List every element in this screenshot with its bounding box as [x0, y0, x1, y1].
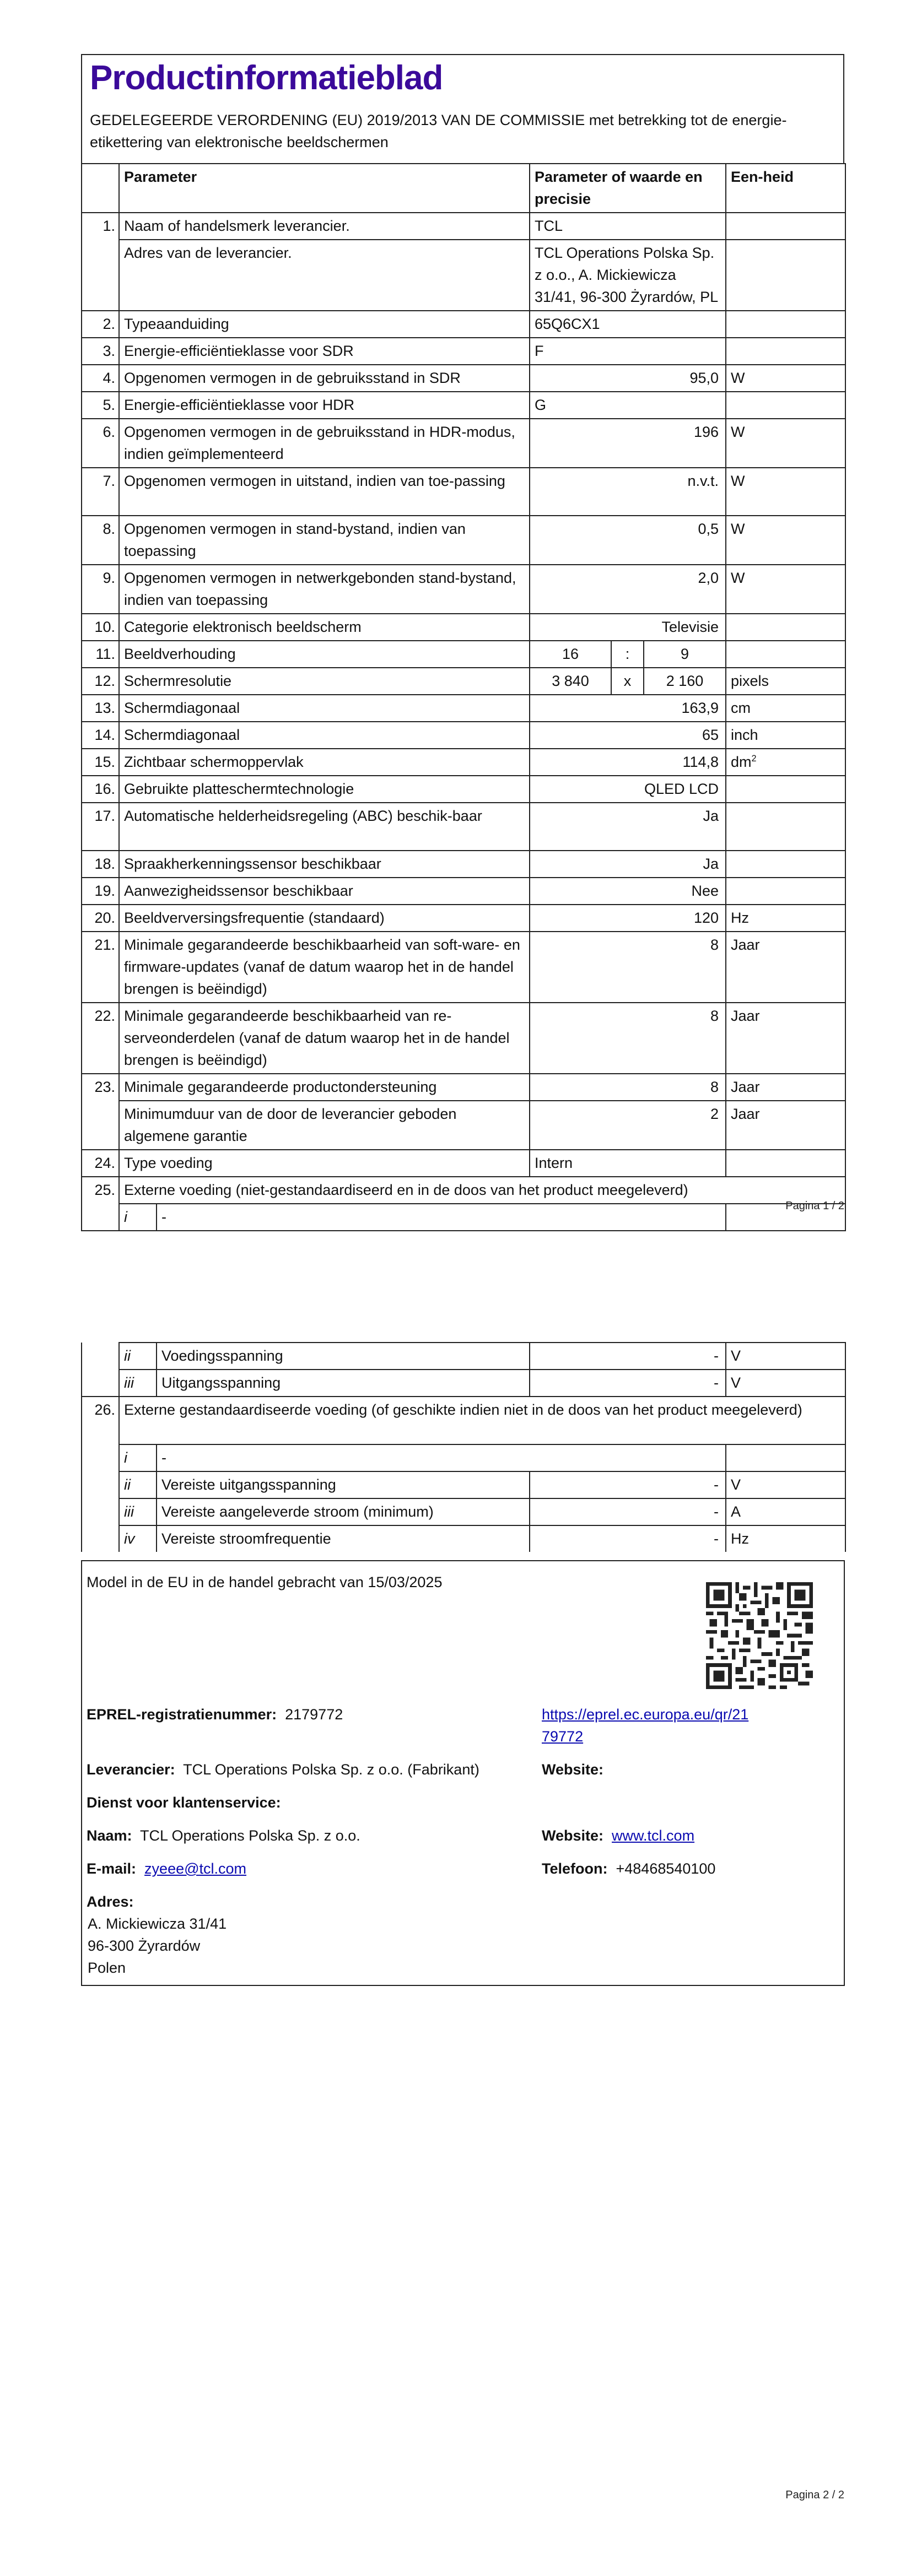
- supplier-line: [87, 1758, 479, 1781]
- row-number: 11.: [82, 641, 119, 668]
- row-number: 21.: [82, 932, 119, 1003]
- unit-superscript: 2: [751, 754, 757, 764]
- row-number: [82, 1101, 119, 1150]
- table-row: [82, 1101, 845, 1150]
- row-value: 2,0: [530, 565, 726, 614]
- row-number: 16.: [82, 776, 119, 803]
- row-number: 14.: [82, 722, 119, 749]
- table-row: [82, 749, 845, 776]
- row-parameter: Zichtbaar schermoppervlak: [119, 749, 530, 776]
- resolution-separator: x: [611, 668, 644, 695]
- table-row: [82, 213, 845, 240]
- row-value: Ja: [530, 803, 726, 851]
- aspect-height: 9: [644, 641, 726, 668]
- regulation-subtitle: GEDELEGEERDE VERORDENING (EU) 2019/2013 VAN DE COMMISSIE met betrekking tot de energie-etikettering van elektronische beeldschermen: [90, 112, 787, 150]
- row-unit: [726, 851, 845, 878]
- row-parameter: Opgenomen vermogen in stand-bystand, indien van toepassing: [119, 516, 530, 565]
- table-row: [82, 311, 845, 338]
- table-subrow: [82, 1471, 845, 1498]
- row-number-empty: [82, 1370, 119, 1397]
- row-unit: W: [726, 468, 845, 516]
- row-value: 0,5: [530, 516, 726, 565]
- sub-value: -: [530, 1498, 726, 1525]
- row-unit: cm: [726, 695, 845, 722]
- row-value: Nee: [530, 878, 726, 905]
- row-value: Televisie: [530, 614, 726, 641]
- sub-index: ii: [119, 1343, 157, 1370]
- row-number: 18.: [82, 851, 119, 878]
- row-number: 17.: [82, 803, 119, 851]
- row-unit: [726, 614, 845, 641]
- table-row: [82, 1003, 845, 1074]
- row-value: 65Q6CX1: [530, 311, 726, 338]
- row-unit: W: [726, 565, 845, 614]
- table-row: [82, 776, 845, 803]
- row-parameter: Gebruikte platteschermtechnologie: [119, 776, 530, 803]
- table-row: [82, 614, 845, 641]
- address-line-3: Polen: [88, 1960, 126, 1976]
- row-value: F: [530, 338, 726, 365]
- table-subrow: [82, 1343, 845, 1370]
- sub-text: Voedingsspanning: [157, 1343, 530, 1370]
- row-unit: inch: [726, 722, 845, 749]
- cs-email-line: [87, 1858, 246, 1880]
- table-row: [82, 641, 845, 668]
- row-number-empty: [82, 1471, 119, 1498]
- row-parameter: Type voeding: [119, 1150, 530, 1177]
- row-value: QLED LCD: [530, 776, 726, 803]
- table-row: [82, 851, 845, 878]
- market-date-text: Model in de EU in de handel gebracht van 15/03/2025: [87, 1574, 443, 1590]
- row-number: 7.: [82, 468, 119, 516]
- row-parameter: Naam of handelsmerk leverancier.: [119, 213, 530, 240]
- sub-index: i: [119, 1204, 157, 1231]
- row-number-empty: [82, 1498, 119, 1525]
- row-number: 4.: [82, 365, 119, 392]
- row-parameter: Opgenomen vermogen in uitstand, indien van toe-passing: [119, 468, 530, 516]
- row-unit: Jaar: [726, 1003, 845, 1074]
- sub-value: -: [530, 1343, 726, 1370]
- sub-index: iii: [119, 1498, 157, 1525]
- row-parameter: Adres van de leverancier.: [119, 240, 530, 311]
- header-num-cell: [82, 164, 119, 213]
- row-parameter: Automatische helderheidsregeling (ABC) beschik-baar: [119, 803, 530, 851]
- row-parameter: Schermresolutie: [119, 668, 530, 695]
- row-number: 9.: [82, 565, 119, 614]
- table-row: [82, 1074, 845, 1101]
- name-value: TCL Operations Polska Sp. z o.o.: [140, 1827, 360, 1844]
- row-value: TCL: [530, 213, 726, 240]
- phone-label: Telefoon:: [542, 1860, 608, 1877]
- page1-header-box: [81, 54, 844, 163]
- row-unit: [726, 240, 845, 311]
- eprel-link[interactable]: [542, 1703, 748, 1747]
- row-unit: [726, 1150, 845, 1177]
- row-unit: Jaar: [726, 1074, 845, 1101]
- row-number: 3.: [82, 338, 119, 365]
- aspect-width: 16: [530, 641, 611, 668]
- row-value: 95,0: [530, 365, 726, 392]
- row-number: 20.: [82, 905, 119, 932]
- row-unit: [726, 338, 845, 365]
- table-subrow: [82, 1204, 845, 1231]
- cs-website-link[interactable]: www.tcl.com: [612, 1827, 695, 1844]
- row-parameter: Minimale gegarandeerde beschikbaarheid van re-serveonderdelen (vanaf de datum waarop het in de handel brengen is beëindigd): [119, 1003, 530, 1074]
- product-info-table-continued: [81, 1342, 846, 1552]
- sub-unit: A: [726, 1498, 845, 1525]
- sub-text: Vereiste uitgangsspanning: [157, 1471, 530, 1498]
- row-unit: W: [726, 419, 845, 468]
- customer-service-heading: Dienst voor klantenservice:: [87, 1794, 281, 1811]
- header-value: Parameter of waarde en precisie: [530, 164, 726, 213]
- row-number: 15.: [82, 749, 119, 776]
- address-line-2: 96-300 Żyrardów: [88, 1938, 201, 1954]
- table-row: [82, 338, 845, 365]
- table-subrow: [82, 1498, 845, 1525]
- eprel-info-box: [81, 1560, 845, 1986]
- row-parameter: Minimale gegarandeerde productondersteuning: [119, 1074, 530, 1101]
- row-value: Intern: [530, 1150, 726, 1177]
- qr-code-icon[interactable]: [706, 1582, 813, 1689]
- row-value: 120: [530, 905, 726, 932]
- page-title: Productinformatieblad: [90, 59, 443, 97]
- sub-index: iii: [119, 1370, 157, 1397]
- sub-unit: V: [726, 1343, 845, 1370]
- supplier-label: Leverancier:: [87, 1761, 175, 1778]
- row-unit: [726, 749, 845, 776]
- row-unit: [726, 641, 845, 668]
- resolution-width: 3 840: [530, 668, 611, 695]
- table-row: [82, 668, 845, 695]
- cs-phone-line: [542, 1858, 715, 1880]
- table-row: [82, 803, 845, 851]
- table-row: [82, 419, 845, 468]
- row-parameter: Beeldverversingsfrequentie (standaard): [119, 905, 530, 932]
- cs-name-line: [87, 1825, 360, 1847]
- email-label: E-mail:: [87, 1860, 137, 1877]
- row-parameter: Opgenomen vermogen in de gebruiksstand in HDR-modus, indien geïmplementeerd: [119, 419, 530, 468]
- row-unit: W: [726, 365, 845, 392]
- row-number: 26.: [82, 1397, 119, 1444]
- row-number: 6.: [82, 419, 119, 468]
- row-parameter: Typeaanduiding: [119, 311, 530, 338]
- sub-text: -: [157, 1444, 726, 1471]
- table-row: [82, 392, 845, 419]
- row-number: 19.: [82, 878, 119, 905]
- sub-unit: V: [726, 1370, 845, 1397]
- phone-value: +48468540100: [616, 1860, 716, 1877]
- row-number-empty: [82, 1343, 119, 1370]
- sub-index: iv: [119, 1525, 157, 1552]
- table-row: [82, 1397, 845, 1444]
- row-parameter: Energie-efficiëntieklasse voor SDR: [119, 338, 530, 365]
- row-unit: Jaar: [726, 932, 845, 1003]
- sub-text: Vereiste aangeleverde stroom (minimum): [157, 1498, 530, 1525]
- row-value: Ja: [530, 851, 726, 878]
- sub-text: Uitgangsspanning: [157, 1370, 530, 1397]
- row-number: 5.: [82, 392, 119, 419]
- sub-index: ii: [119, 1471, 157, 1498]
- cs-website-line: [542, 1825, 694, 1847]
- row-number: 25.: [82, 1177, 119, 1204]
- row-number: 2.: [82, 311, 119, 338]
- page-number: Pagina 1 / 2: [785, 1200, 844, 1212]
- row-section-heading: Externe gestandaardiseerde voeding (of geschikte indien niet in de doos van het product meegeleverd): [119, 1397, 845, 1444]
- row-value: 8: [530, 1003, 726, 1074]
- table-row: [82, 1150, 845, 1177]
- row-parameter: Opgenomen vermogen in de gebruiksstand in SDR: [119, 365, 530, 392]
- row-parameter: Spraakherkenningssensor beschikbaar: [119, 851, 530, 878]
- table-row: [82, 722, 845, 749]
- sub-value: -: [530, 1370, 726, 1397]
- row-unit: Jaar: [726, 1101, 845, 1150]
- supplier-website-label: Website:: [542, 1761, 604, 1778]
- table-row: [82, 468, 845, 516]
- eprel-label: EPREL-registratienummer:: [87, 1706, 277, 1723]
- name-label: Naam:: [87, 1827, 132, 1844]
- row-number: 22.: [82, 1003, 119, 1074]
- eprel-url-line1[interactable]: https://eprel.ec.europa.eu/qr/21: [542, 1706, 749, 1723]
- row-unit: Hz: [726, 905, 845, 932]
- row-number-empty: [82, 1444, 119, 1471]
- table-row: [82, 1177, 845, 1204]
- row-unit: [726, 776, 845, 803]
- row-unit: [726, 213, 845, 240]
- sub-value: -: [530, 1525, 726, 1552]
- table-row: [82, 516, 845, 565]
- row-value: 114,8: [530, 749, 726, 776]
- row-section-heading: Externe voeding (niet-gestandaardiseerd en in de doos van het product meegeleverd): [119, 1177, 845, 1204]
- row-number: [82, 240, 119, 311]
- row-parameter: Schermdiagonaal: [119, 722, 530, 749]
- table-row: [82, 240, 845, 311]
- sub-unit: V: [726, 1471, 845, 1498]
- row-parameter: Minimale gegarandeerde beschikbaarheid van soft-ware- en firmware-updates (vanaf de datum waarop het in de handel brengen is beëindigd): [119, 932, 530, 1003]
- row-value: 8: [530, 932, 726, 1003]
- resolution-height: 2 160: [644, 668, 726, 695]
- row-value: 8: [530, 1074, 726, 1101]
- row-value: TCL Operations Polska Sp. z o.o., A. Mickiewicza 31/41, 96-300 Żyrardów, PL: [530, 240, 726, 311]
- table-row: [82, 365, 845, 392]
- cs-website-label: Website:: [542, 1827, 604, 1844]
- sub-text: Vereiste stroomfrequentie: [157, 1525, 530, 1552]
- eprel-number: 2179772: [285, 1706, 343, 1723]
- header-parameter: Parameter: [119, 164, 530, 213]
- header-unit: Een-heid: [726, 164, 845, 213]
- table-row: [82, 565, 845, 614]
- row-value: 2: [530, 1101, 726, 1150]
- address-label: Adres:: [87, 1893, 134, 1910]
- row-parameter: Aanwezigheidssensor beschikbaar: [119, 878, 530, 905]
- row-number: 10.: [82, 614, 119, 641]
- eprel-registration: [87, 1703, 343, 1725]
- row-value: 65: [530, 722, 726, 749]
- table-subrow: [82, 1370, 845, 1397]
- row-value: n.v.t.: [530, 468, 726, 516]
- row-unit: pixels: [726, 668, 845, 695]
- row-number-empty: [82, 1204, 119, 1231]
- sub-unit: Hz: [726, 1525, 845, 1552]
- table-row: [82, 905, 845, 932]
- row-unit: [726, 803, 845, 851]
- row-value: 163,9: [530, 695, 726, 722]
- row-parameter: Minimumduur van de door de leverancier geboden algemene garantie: [119, 1101, 530, 1150]
- sub-text: -: [157, 1204, 726, 1231]
- table-header-row: [82, 164, 845, 213]
- email-link[interactable]: zyeee@tcl.com: [144, 1860, 247, 1877]
- row-number: 1.: [82, 213, 119, 240]
- table-row: [82, 695, 845, 722]
- supplier-value: TCL Operations Polska Sp. z o.o. (Fabrikant): [183, 1761, 479, 1778]
- row-number: 24.: [82, 1150, 119, 1177]
- address-line-1: A. Mickiewicza 31/41: [88, 1915, 227, 1932]
- row-unit: W: [726, 516, 845, 565]
- row-parameter: Energie-efficiëntieklasse voor HDR: [119, 392, 530, 419]
- row-unit: [726, 878, 845, 905]
- row-number: 8.: [82, 516, 119, 565]
- row-parameter: Beeldverhouding: [119, 641, 530, 668]
- page-number: Pagina 2 / 2: [785, 2489, 844, 2501]
- product-info-table: [81, 163, 846, 1231]
- table-subrow: [82, 1444, 845, 1471]
- unit-base: dm: [731, 754, 752, 770]
- row-value: 196: [530, 419, 726, 468]
- table-row: [82, 932, 845, 1003]
- row-number-empty: [82, 1525, 119, 1552]
- row-unit: [726, 392, 845, 419]
- aspect-separator: :: [611, 641, 644, 668]
- row-unit: [726, 311, 845, 338]
- row-value: G: [530, 392, 726, 419]
- row-parameter: Opgenomen vermogen in netwerkgebonden stand-bystand, indien van toepassing: [119, 565, 530, 614]
- sub-index: i: [119, 1444, 157, 1471]
- table-row: [82, 878, 845, 905]
- row-number: 23.: [82, 1074, 119, 1101]
- row-number: 13.: [82, 695, 119, 722]
- row-parameter: Schermdiagonaal: [119, 695, 530, 722]
- sub-unit: [726, 1444, 845, 1471]
- table-subrow: [82, 1525, 845, 1552]
- row-parameter: Categorie elektronisch beeldscherm: [119, 614, 530, 641]
- eprel-url-line2[interactable]: 79772: [542, 1728, 584, 1745]
- row-number: 12.: [82, 668, 119, 695]
- sub-value: -: [530, 1471, 726, 1498]
